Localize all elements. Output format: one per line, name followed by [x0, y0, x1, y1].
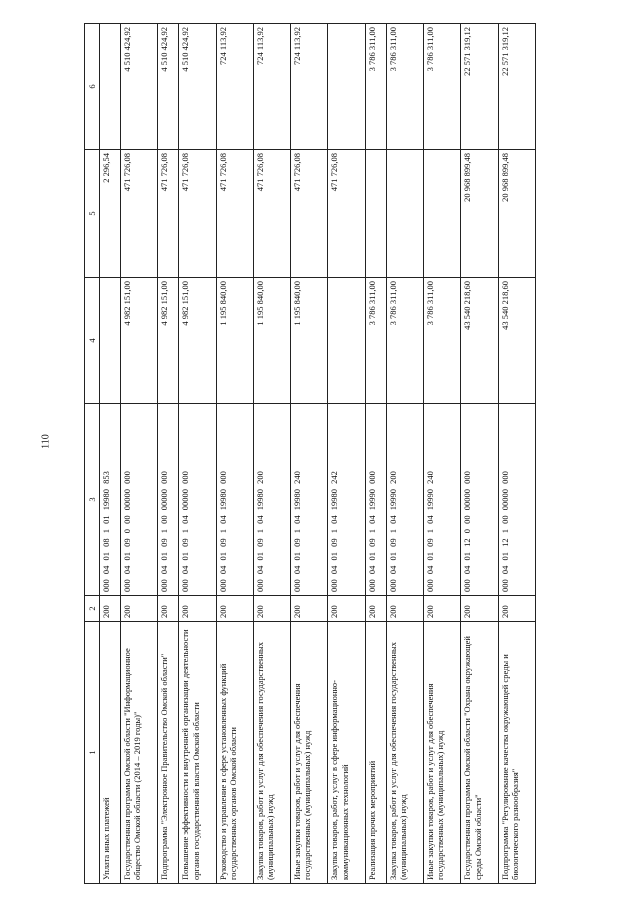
approved-amount-cell: 43 540 218,60 [461, 278, 498, 404]
column-header: 1 [85, 622, 100, 884]
table-header-row [85, 24, 100, 884]
admin-code-cell: 200 [158, 596, 179, 622]
approved-amount-cell: 4 982 151,00 [158, 278, 179, 404]
admin-code-cell: 200 [498, 596, 535, 622]
admin-code-cell: 200 [386, 596, 423, 622]
row-name-cell: Иные закупки товаров, работ и услуг для обеспечения государственных (муниципальных) нужд [291, 622, 328, 884]
row-name-cell: Иные закупки товаров, работ и услуг для обеспечения государственных (муниципальных) нужд [424, 622, 461, 884]
table-row [498, 24, 535, 884]
row-name-cell: Уплата иных платежей [100, 622, 121, 884]
executed-amount-cell: 471 726,08 [179, 150, 216, 278]
classification-code-cell: 000 04 01 08 1 01 19980 853 [100, 404, 121, 596]
table-row [328, 24, 365, 884]
classification-code-cell: 000 04 01 09 1 00 00000 000 [158, 404, 179, 596]
admin-code-cell: 200 [179, 596, 216, 622]
column-header: 3 [85, 404, 100, 596]
classification-code-cell: 000 04 01 12 1 00 00000 000 [498, 404, 535, 596]
remaining-amount-cell: 22 571 319,12 [498, 24, 535, 150]
row-name-cell: Реализация прочих мероприятий [365, 622, 386, 884]
table-row [121, 24, 158, 884]
remaining-amount-cell: 4 510 424,92 [121, 24, 158, 150]
admin-code-cell: 200 [121, 596, 158, 622]
budget-table [84, 23, 536, 884]
approved-amount-cell: 1 195 840,00 [291, 278, 328, 404]
classification-code-cell: 000 04 01 09 1 04 19980 000 [216, 404, 253, 596]
approved-amount-cell: 3 786 311,00 [386, 278, 423, 404]
approved-amount-cell: 3 786 311,00 [424, 278, 461, 404]
page-number: 110 [40, 434, 52, 449]
column-header: 5 [85, 150, 100, 278]
executed-amount-cell [424, 150, 461, 278]
admin-code-cell: 200 [216, 596, 253, 622]
admin-code-cell: 200 [461, 596, 498, 622]
row-name-cell: Закупка товаров, работ, услуг в сфере информационно-коммуникационных технологий [328, 622, 365, 884]
executed-amount-cell: 20 968 899,48 [498, 150, 535, 278]
row-name-cell: Государственная программа Омской области "Информационное общество Омской области (2014 – 2019 годы)" [121, 622, 158, 884]
approved-amount-cell: 4 982 151,00 [121, 278, 158, 404]
row-name-cell: Подпрограмма "Регулирование качества окружающей среды и биологического разнообразия" [498, 622, 535, 884]
row-name-cell: Руководство и управление в сфере установленных функций государственных органов Омской области [216, 622, 253, 884]
remaining-amount-cell: 4 510 424,92 [158, 24, 179, 150]
executed-amount-cell: 471 726,08 [328, 150, 365, 278]
admin-code-cell: 200 [100, 596, 121, 622]
table-body [100, 24, 536, 884]
column-header: 4 [85, 278, 100, 404]
remaining-amount-cell [328, 24, 365, 150]
classification-code-cell: 000 04 01 09 1 04 19990 240 [424, 404, 461, 596]
classification-code-cell: 000 04 01 09 1 04 19990 000 [365, 404, 386, 596]
classification-code-cell: 000 04 01 12 0 00 00000 000 [461, 404, 498, 596]
admin-code-cell: 200 [291, 596, 328, 622]
classification-code-cell: 000 04 01 09 1 04 19980 200 [253, 404, 290, 596]
admin-code-cell: 200 [253, 596, 290, 622]
classification-code-cell: 000 04 01 09 1 04 00000 000 [179, 404, 216, 596]
admin-code-cell: 200 [424, 596, 461, 622]
table-row [216, 24, 253, 884]
row-name-cell: Закупка товаров, работ и услуг для обеспечения государственных (муниципальных) нужд [386, 622, 423, 884]
table-row [365, 24, 386, 884]
row-name-cell: Подпрограмма "Электронное Правительство Омской области" [158, 622, 179, 884]
approved-amount-cell [328, 278, 365, 404]
approved-amount-cell: 3 786 311,00 [365, 278, 386, 404]
remaining-amount-cell: 724 113,92 [291, 24, 328, 150]
column-header: 2 [85, 596, 100, 622]
table-row [179, 24, 216, 884]
approved-amount-cell [100, 278, 121, 404]
table-row [461, 24, 498, 884]
rotated-page-content [84, 24, 536, 884]
classification-code-cell: 000 04 01 09 1 04 19990 200 [386, 404, 423, 596]
approved-amount-cell: 4 982 151,00 [179, 278, 216, 404]
approved-amount-cell: 1 195 840,00 [216, 278, 253, 404]
column-header: 6 [85, 24, 100, 150]
executed-amount-cell: 471 726,08 [253, 150, 290, 278]
table-row [158, 24, 179, 884]
remaining-amount-cell: 3 786 311,00 [365, 24, 386, 150]
classification-code-cell: 000 04 01 09 0 00 00000 000 [121, 404, 158, 596]
table-row [100, 24, 121, 884]
row-name-cell: Повышение эффективности и внутренней организации деятельности органов государственной власти Омской области [179, 622, 216, 884]
remaining-amount-cell: 724 113,92 [216, 24, 253, 150]
executed-amount-cell: 471 726,08 [158, 150, 179, 278]
row-name-cell: Государственная программа Омской области "Охрана окружающей среды Омской области" [461, 622, 498, 884]
executed-amount-cell: 2 296,54 [100, 150, 121, 278]
approved-amount-cell: 1 195 840,00 [253, 278, 290, 404]
executed-amount-cell: 471 726,08 [291, 150, 328, 278]
table-row [386, 24, 423, 884]
remaining-amount-cell [100, 24, 121, 150]
approved-amount-cell: 43 540 218,60 [498, 278, 535, 404]
executed-amount-cell: 471 726,08 [216, 150, 253, 278]
remaining-amount-cell: 22 571 319,12 [461, 24, 498, 150]
remaining-amount-cell: 3 786 311,00 [424, 24, 461, 150]
table-row [424, 24, 461, 884]
executed-amount-cell [386, 150, 423, 278]
remaining-amount-cell: 724 113,92 [253, 24, 290, 150]
classification-code-cell: 000 04 01 09 1 04 19980 240 [291, 404, 328, 596]
executed-amount-cell [365, 150, 386, 278]
executed-amount-cell: 20 968 899,48 [461, 150, 498, 278]
row-name-cell: Закупка товаров, работ и услуг для обеспечения государственных (муниципальных) нужд [253, 622, 290, 884]
admin-code-cell: 200 [328, 596, 365, 622]
remaining-amount-cell: 4 510 424,92 [179, 24, 216, 150]
table-row [253, 24, 290, 884]
remaining-amount-cell: 3 786 311,00 [386, 24, 423, 150]
admin-code-cell: 200 [365, 596, 386, 622]
table-row [291, 24, 328, 884]
executed-amount-cell: 471 726,08 [121, 150, 158, 278]
classification-code-cell: 000 04 01 09 1 04 19980 242 [328, 404, 365, 596]
